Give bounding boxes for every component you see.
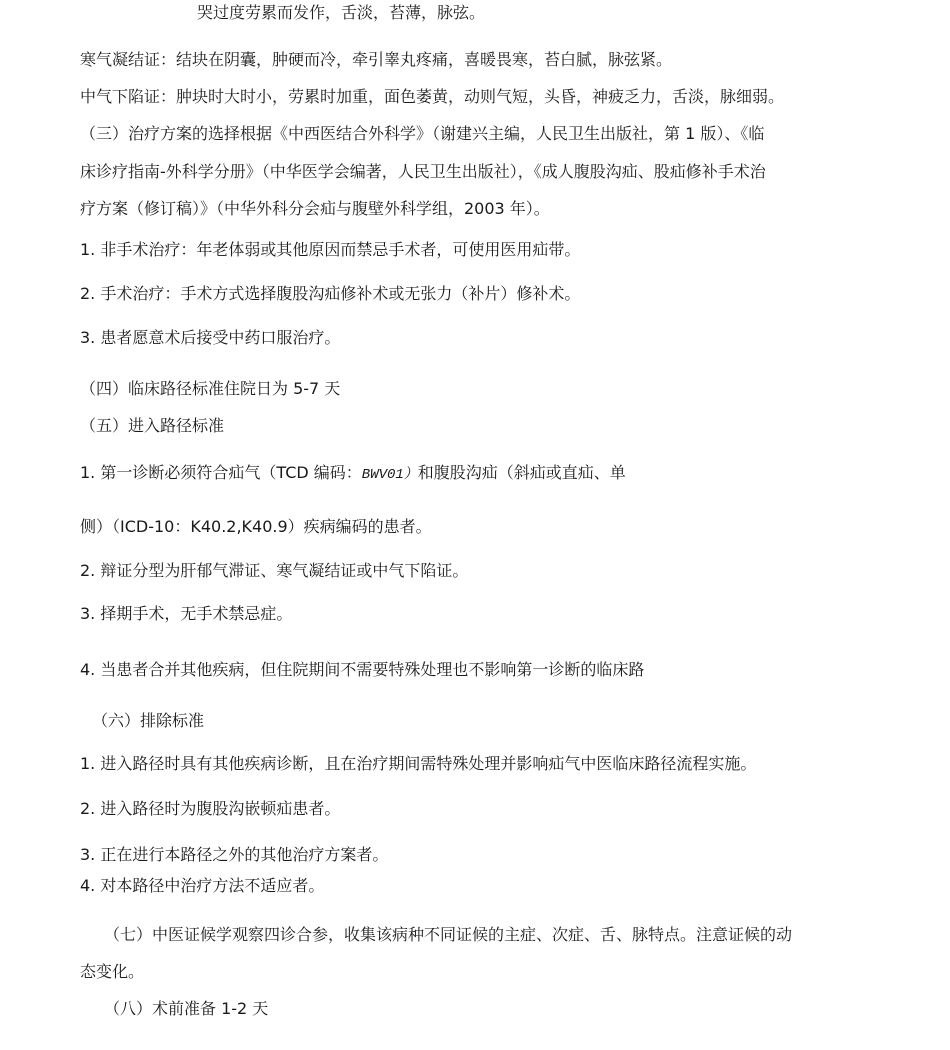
text-line-2: 寒气凝结证：结块在阴囊，肿硬而冷，牵引睾丸疼痛，喜暖畏寒，苔白腻，脉弦紧。	[80, 50, 673, 69]
text-line-14: 2. 辩证分型为肝郁气滞证、寒气凝结证或中气下陷证。	[80, 561, 469, 580]
section-heading-4: （四）临床路径标准住院日为 5-7 天	[80, 379, 341, 398]
section-heading-6: （六）排除标准	[92, 711, 205, 730]
tcd-code: BWV01）	[361, 467, 418, 483]
text-line-5: 床诊疗指南-外科学分册》（中华医学会编著，人民卫生出版社），《成人腹股沟疝、股疝修补手术治	[80, 162, 766, 181]
text-line-21: 4. 对本路径中治疗方法不适应者。	[80, 876, 325, 895]
text-line-13: 侧）（ICD-10：K40.2,K40.9）疾病编码的患者。	[80, 517, 432, 536]
text-line-6: 疗方案（修订稿）》（中华外科分会疝与腹壁外科学组，2003 年）。	[80, 199, 550, 218]
text-line-19: 2. 进入路径时为腹股沟嵌顿疝患者。	[80, 799, 341, 818]
text-line-20: 3. 正在进行本路径之外的其他治疗方案者。	[80, 845, 389, 864]
text-line-12	[80, 463, 626, 485]
text-line-1: 哭过度劳累而发作，舌淡，苔薄，脉弦。	[197, 3, 486, 22]
section-heading-5: （五）进入路径标准	[80, 416, 225, 435]
text-line-15: 3. 择期手术，无手术禁忌症。	[80, 604, 293, 623]
text-line-23: 态变化。	[80, 962, 145, 981]
section-heading-7: （七）中医证候学观察四诊合参，收集该病种不同证候的主症、次症、舌、脉特点。注意证候的动	[104, 925, 793, 944]
text-line-3: 中气下陷证：肿块时大时小，劳累时加重，面色萎黄，动则气短，头昏，神疲乏力，舌淡，脉细弱。	[80, 87, 785, 106]
section-heading-8: （八）术前准备 1-2 天	[104, 999, 269, 1018]
text-line-12-part-a: 1. 第一诊断必须符合疝气（TCD 编码：	[80, 463, 362, 482]
text-line-18: 1. 进入路径时具有其他疾病诊断，且在治疗期间需特殊处理并影响疝气中医临床路径流程实施。	[80, 754, 757, 773]
text-line-7: 1. 非手术治疗：年老体弱或其他原因而禁忌手术者，可使用医用疝带。	[80, 240, 581, 259]
text-line-12-part-c: 和腹股沟疝（斜疝或直疝、单	[417, 463, 626, 482]
text-line-16: 4. 当患者合并其他疾病，但住院期间不需要特殊处理也不影响第一诊断的临床路	[80, 660, 645, 679]
text-line-9: 3. 患者愿意术后接受中药口服治疗。	[80, 328, 341, 347]
text-line-4: （三）治疗方案的选择根据《中西医结合外科学》（谢建兴主编，人民卫生出版社，第 1 版）、《临	[80, 124, 765, 143]
text-line-8: 2. 手术治疗：手术方式选择腹股沟疝修补术或无张力（补片）修补术。	[80, 284, 581, 303]
